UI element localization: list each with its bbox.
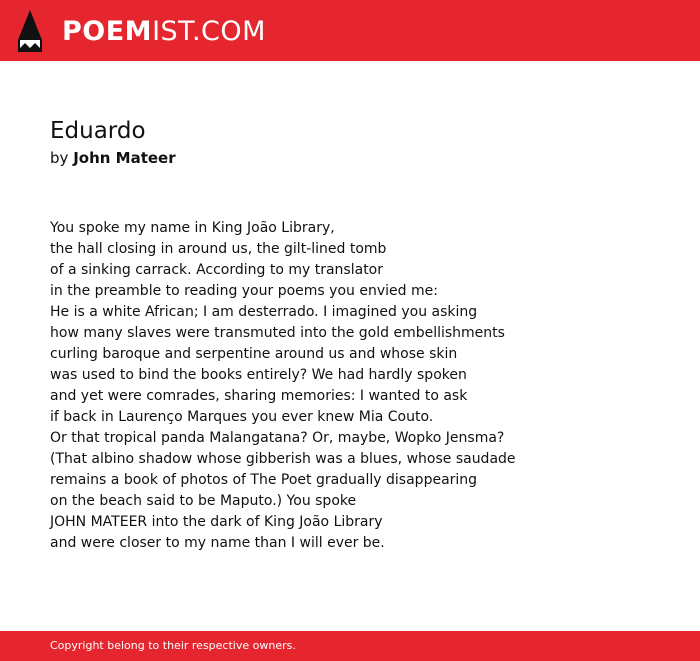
- poem-line: and were closer to my name than I will ever be.: [50, 535, 385, 551]
- poem-line: Or that tropical panda Malangatana? Or, maybe, Wopko Jensma?: [50, 430, 505, 446]
- poem-line: JOHN MATEER into the dark of King João Library: [50, 514, 383, 530]
- logo-light-part: IST.COM: [152, 15, 266, 47]
- poem-line: You spoke my name in King João Library,: [50, 220, 335, 236]
- poem-line: He is a white African; I am desterrado. I imagined you asking: [50, 304, 478, 320]
- poem-line: how many slaves were transmuted into the gold embellishments: [50, 325, 505, 341]
- poem-line: curling baroque and serpentine around us and whose skin: [50, 346, 458, 362]
- pencil-tip-icon: [18, 10, 42, 52]
- site-logo-text: [62, 15, 266, 47]
- poem-author: John Mateer: [73, 149, 176, 167]
- poem-line: (That albino shadow whose gibberish was a blues, whose saudade: [50, 451, 516, 467]
- poem-byline: [50, 147, 670, 169]
- poem-title: Eduardo: [50, 118, 146, 144]
- poem-line: the hall closing in around us, the gilt-lined tomb: [50, 241, 387, 257]
- site-footer: [0, 631, 700, 661]
- site-header: [0, 0, 700, 61]
- byline-prefix: by: [50, 149, 69, 167]
- copyright-text: Copyright belong to their respective owners.: [50, 639, 296, 652]
- poem-line: and yet were comrades, sharing memories: I wanted to ask: [50, 388, 468, 404]
- poem-line: of a sinking carrack. According to my translator: [50, 262, 383, 278]
- poem-line: if back in Laurenço Marques you ever knew Mia Couto.: [50, 409, 434, 425]
- poem-line: on the beach said to be Maputo.) You spoke: [50, 493, 357, 509]
- site-logo-link[interactable]: [18, 8, 266, 54]
- poem-line: was used to bind the books entirely? We had hardly spoken: [50, 367, 467, 383]
- poem-line: remains a book of photos of The Poet gradually disappearing: [50, 472, 478, 488]
- poem-line: in the preamble to reading your poems you envied me:: [50, 283, 438, 299]
- poem-header: [50, 115, 670, 169]
- poem-body: [50, 218, 680, 554]
- logo-bold-part: POEM: [62, 15, 153, 47]
